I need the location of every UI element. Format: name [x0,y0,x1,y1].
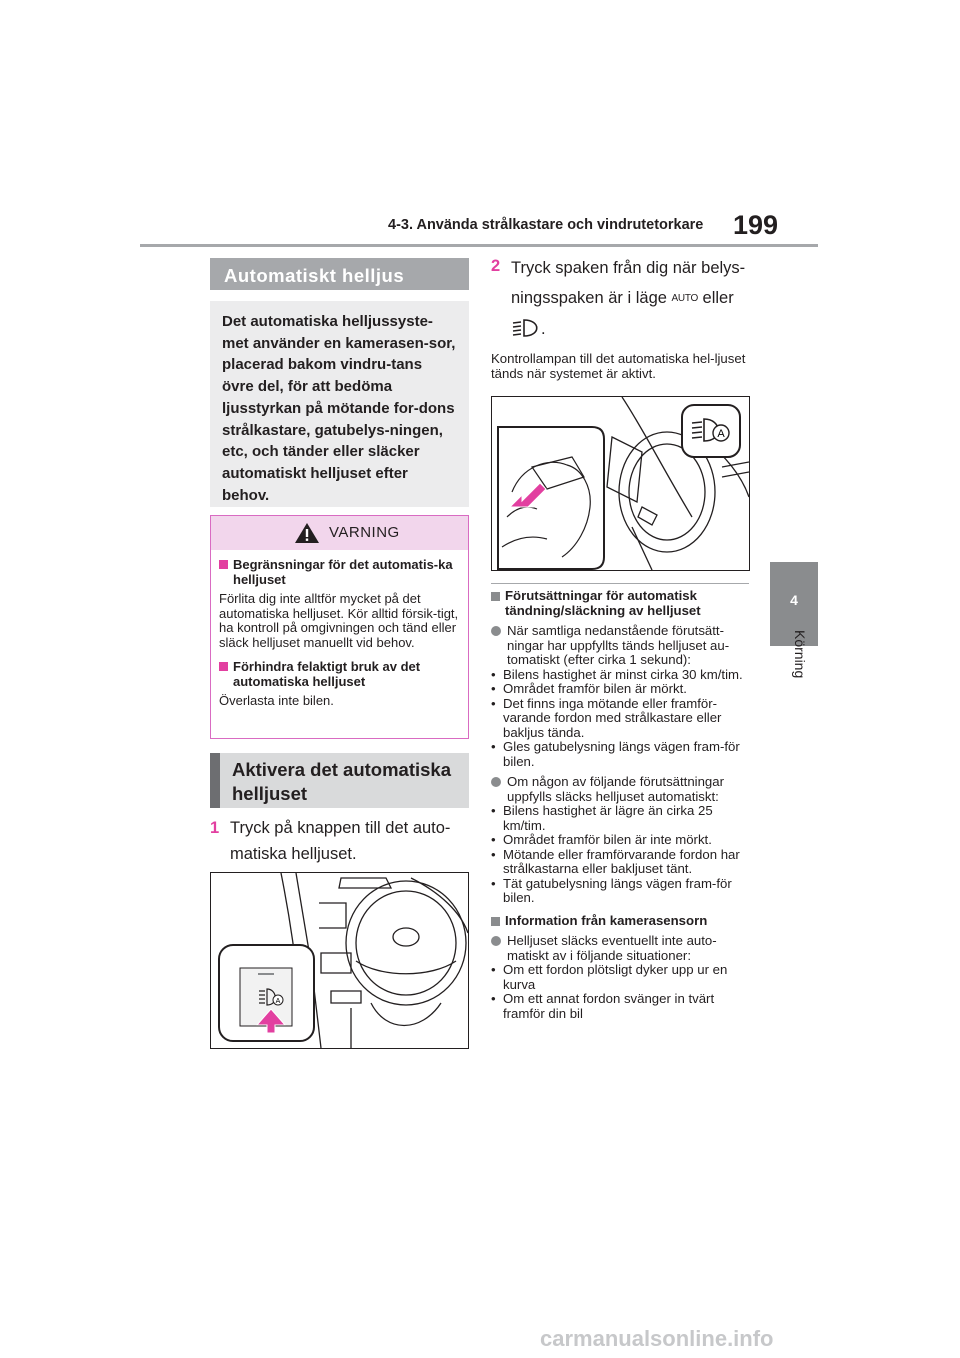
conditions-block [491,589,753,1021]
lever-illustration [492,397,749,570]
indicator-note: Kontrollampan till det automatiska hel-ljuset tänds när systemet är aktivt. [491,351,746,381]
list-item: • Området framför bilen är inte mörkt. [491,833,753,848]
conditions-on-intro: När samtliga nedanstående förutsätt-ningar har uppfyllts tänds helljuset au-tomatiskt (efter cirka 1 sekund): [491,624,753,668]
list-item: • Gles gatubelysning längs vägen fram-för bilen. [491,740,753,769]
camera-info-intro: Helljuset släcks eventuellt inte auto-matiskt av i följande situationer: [491,934,753,963]
intro-box: Det automatiska helljussyste-met använder en kamerasen-sor, placerad bakom vindru-tans övre del, för att bedöma ljusstyrkan på mötande for-dons strålkastare, gatubelys-ningen, etc, och tänder eller släcker automatiskt helljuset efter behov. [210,301,469,507]
watermark: carmanualsonline.info [540,1326,774,1351]
warning-title: VARNING [329,524,400,541]
warning-box [210,515,469,739]
conditions-heading: Förutsättningar för automatisk tändning/släckning av helljuset [491,589,753,618]
figure-lever-illustration [491,396,750,571]
warning-item-heading: Begränsningar för det automatis-ka helljuset [215,558,464,587]
conditions-off-intro: Om någon av följande förutsättningar uppfylls släcks helljuset automatiskt: [491,775,753,804]
list-item: • Om ett fordon plötsligt dyker upp ur en kurva [491,963,753,992]
figure-button-illustration [210,872,469,1049]
step-text-or: eller [702,289,734,307]
step-text: Tryck på knappen till det auto-matiska helljuset. [230,819,451,863]
list-item: • Bilens hastighet är lägre än cirka 25 km/tim. [491,804,753,833]
list-item: • Området framför bilen är mörkt. [491,682,753,697]
step-text: Tryck spaken från dig när belys-ningsspaken är i läge [511,259,746,307]
section-title-activate: Aktivera det automatiska helljuset [210,753,469,808]
warning-triangle-icon [294,522,320,544]
chapter-tab-number: 4 [790,592,798,608]
list-item: • Om ett annat fordon svänger in tvärt framför din bil [491,992,753,1021]
header-rule [140,244,818,247]
auto-symbol: AUTO [671,293,698,304]
section-divider [491,583,749,584]
warning-item-text: Förlita dig inte alltför mycket på det automatiska helljuset. Kör alltid försik-tigt, ha kontroll på omgivningen och tänd eller släck helljuset manuellt vid behov. [219,591,459,650]
step-number: 2 [491,257,501,275]
camera-info-heading: Information från kamerasensorn [491,914,753,929]
svg-text:A: A [717,428,725,440]
warning-item-text: Överlasta inte bilen. [219,693,334,708]
chapter-tab-label: Körning [792,630,808,679]
high-beam-icon [511,318,541,338]
section-title-automatic-high-beam: Automatiskt helljus [210,258,469,290]
step-text-end: . [541,320,546,338]
list-item: • Mötande eller framförvarande fordon har strålkastarna eller bakljuset tänt. [491,848,753,877]
step-number: 1 [210,819,220,837]
warning-item-heading: Förhindra felaktigt bruk av det automatiska helljuset [215,660,464,689]
step-1 [210,815,469,867]
chapter-title: 4-3. Använda strålkastare och vindrutetorkare [388,217,704,233]
list-item: • Bilens hastighet är minst cirka 30 km/tim. [491,668,753,683]
page-number: 199 [733,210,779,240]
list-item: • Tät gatubelysning längs vägen fram-för bilen. [491,877,753,906]
svg-text:A: A [275,998,281,1005]
dashboard-illustration [211,873,468,1048]
warning-header [211,516,468,550]
step-2 [491,253,761,344]
list-item: • Det finns inga mötande eller framför-varande fordon med strålkastare eller bakljus tända. [491,697,753,741]
